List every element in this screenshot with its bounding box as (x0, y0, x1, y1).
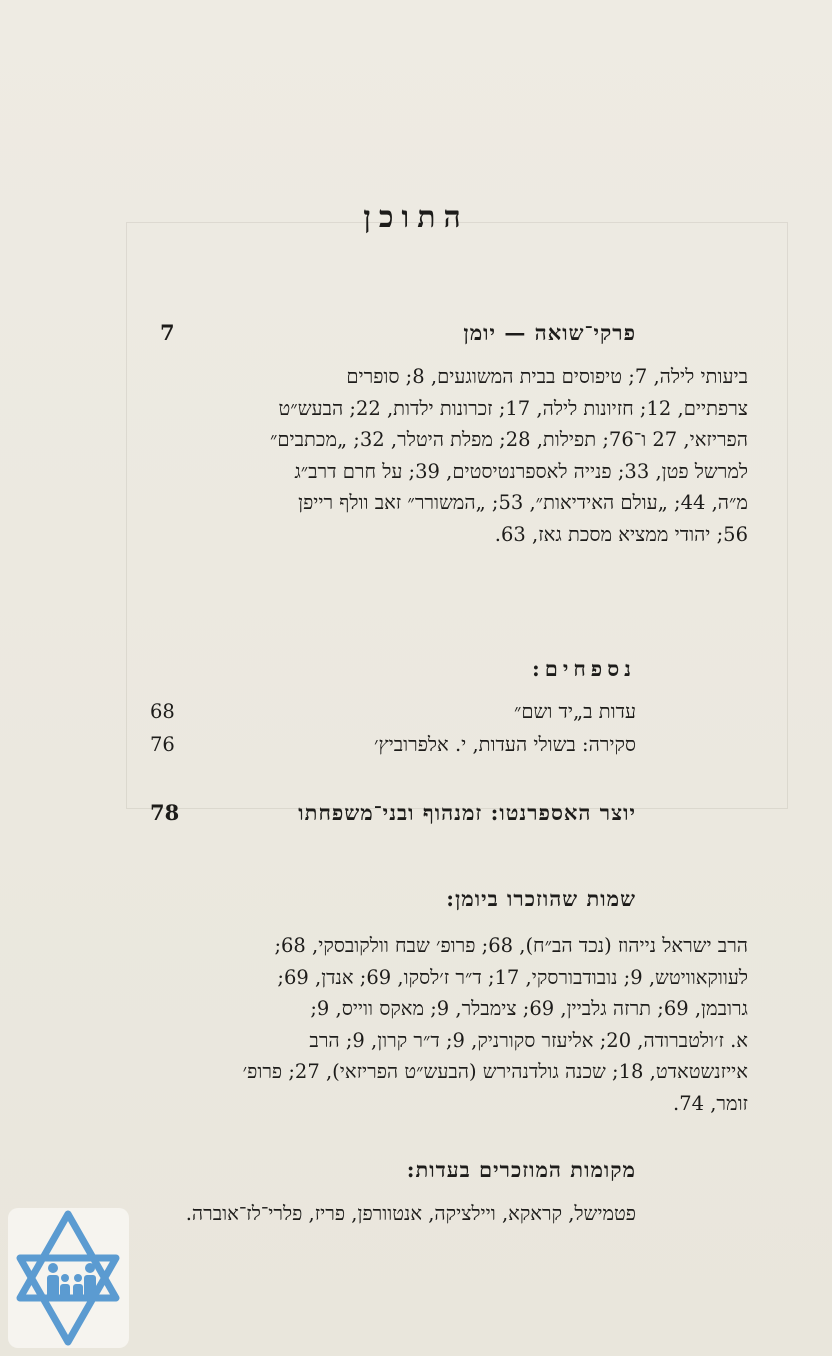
appendix-title: סקירה: בשולי העדות, י. אלפרוביץ׳ (373, 733, 636, 756)
text-line: ביעותי לילה, 7; טיפוסים בבית המשוגעים, 8; סופרים (346, 365, 748, 388)
text-line: גרובמן, 69; תרזה גלביין, 69; צימבלר, 9; מאקס ווייס, 9; (310, 997, 748, 1020)
appendix-entry (150, 733, 636, 763)
diary-contents-paragraph (190, 361, 748, 550)
text-line: הפריזאי, 27 ו־76; תפילות, 28; מפלת היטלר, 32; „מכתבים״ (269, 428, 748, 451)
section-heading-names: שמות שהוזכרו ביומן: (446, 886, 636, 911)
text-line: אייזנשטאדט, 18; שכנה גולדנהירש (הבעש״ט הפריזאי), 27; פרופ׳ (242, 1060, 748, 1083)
section-heading-zamenhof: יוצר האספרנטו: זמנהוף ובני־משפחתו (298, 800, 636, 825)
names-paragraph (150, 930, 748, 1119)
appendix-page-number: 68 (150, 700, 175, 723)
text-line: למרשל פטן, 33; פנייה לאספרנטיסטים, 39; על חרם דרב״ג (294, 459, 748, 483)
places-line (150, 1202, 636, 1232)
appendix-page-number: 76 (150, 733, 175, 756)
text-line: א. ז׳ולטברודה, 20; אליעזר סקורניק, 9; ד״ר קרון, 9; הרב (309, 1028, 748, 1052)
star-of-david-family-icon (8, 1208, 129, 1348)
text-line: מ״ה, 44; „עולם האידיאות״, 53; „המשורר״ זאב וולף רייפן (298, 491, 748, 514)
text-line: לעווקאוויטש, 9; נובודבורסקי, 17; ד״ר ז׳לסקו, 69; אנדן, 69; (277, 965, 748, 989)
page-number-diary: 7 (160, 320, 175, 345)
appendix-title: עדות ב„יד ושם״ (513, 700, 636, 723)
section-heading-appendices: נספחים: (532, 656, 636, 681)
page-title: התוכן (363, 200, 469, 235)
text-line: הרב ישראל נייהוז (נכד הב״ח), 68; פרופ׳ שבח וולקובסקי, 68; (274, 934, 748, 957)
section-heading-diary: פרקי־שואה — יומן (463, 320, 636, 345)
section-heading-places: מקומות המוזכרים בעדות: (406, 1157, 636, 1182)
text-line: זומר, 74. (673, 1091, 748, 1115)
page-number-zamenhof: 78 (150, 800, 180, 825)
places-text: פטמישל, קראקא, ויילציקה, אנטוורפן, פריז, פלרי־לז־אוברה. (185, 1202, 636, 1225)
text-line: צרפתיים, 12; חזיונות לילה, 17; זכרונות ילדות, 22; הבעש״ט (278, 396, 748, 420)
text-line: 56; יהודי ממציא מסכת גאז, 63. (494, 522, 748, 546)
appendix-entry (150, 700, 636, 730)
